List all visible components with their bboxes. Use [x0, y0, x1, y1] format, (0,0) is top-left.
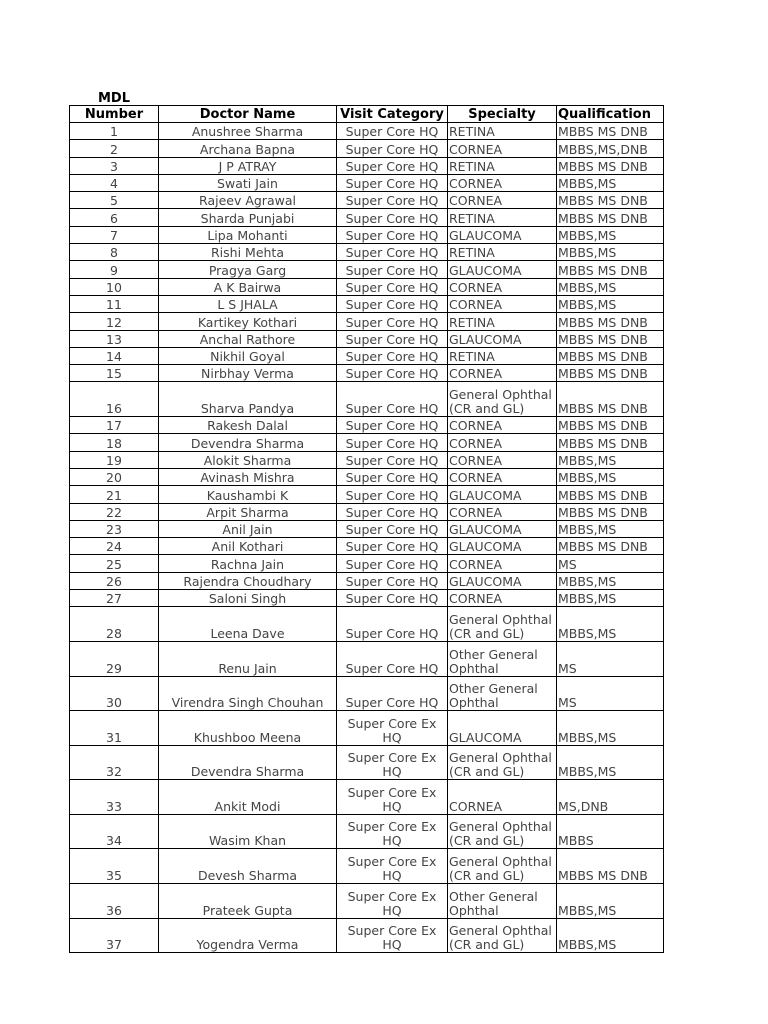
table-row: [70, 192, 664, 209]
cell-mdl-number: 34: [70, 814, 159, 849]
cell-mdl-number: 16: [70, 382, 159, 417]
cell-visit-category: Super Core HQ: [337, 572, 448, 589]
cell-visit-category: Super Core HQ: [337, 676, 448, 711]
header-doctor-name: Doctor Name: [159, 106, 337, 123]
cell-doctor-name: Rishi Mehta: [159, 244, 337, 261]
cell-doctor-name: Leena Dave: [159, 607, 337, 642]
cell-mdl-number: 12: [70, 313, 159, 330]
cell-specialty: CORNEA: [448, 192, 557, 209]
table-row: [70, 347, 664, 364]
cell-mdl-number: 11: [70, 295, 159, 312]
header-qualification: Qualification: [557, 106, 664, 123]
cell-specialty: GLAUCOMA: [448, 226, 557, 243]
cell-mdl-number: 24: [70, 538, 159, 555]
cell-qualification: MBBS,MS: [557, 711, 664, 746]
cell-doctor-name: Sharda Punjabi: [159, 209, 337, 226]
cell-mdl-number: 26: [70, 572, 159, 589]
cell-mdl-number: 30: [70, 676, 159, 711]
cell-qualification: MBBS,MS: [557, 572, 664, 589]
table-row: [70, 365, 664, 382]
cell-mdl-number: 13: [70, 330, 159, 347]
cell-doctor-name: Devesh Sharma: [159, 849, 337, 884]
table-row: [70, 520, 664, 537]
cell-visit-category: Super Core HQ: [337, 313, 448, 330]
cell-doctor-name: Rajeev Agrawal: [159, 192, 337, 209]
cell-mdl-number: 28: [70, 607, 159, 642]
cell-doctor-name: Kaushambi K: [159, 486, 337, 503]
cell-doctor-name: L S JHALA: [159, 295, 337, 312]
table-row: [70, 486, 664, 503]
cell-visit-category: Super Core HQ: [337, 226, 448, 243]
table-body: [70, 123, 664, 953]
cell-specialty: GLAUCOMA: [448, 261, 557, 278]
cell-mdl-number: 19: [70, 451, 159, 468]
cell-specialty: Other General Ophthal: [448, 641, 557, 676]
cell-qualification: MBBS MS DNB: [557, 330, 664, 347]
cell-specialty: GLAUCOMA: [448, 538, 557, 555]
cell-doctor-name: Devendra Sharma: [159, 434, 337, 451]
cell-mdl-number: 29: [70, 641, 159, 676]
table-row: [70, 244, 664, 261]
table-row: [70, 157, 664, 174]
cell-qualification: MS: [557, 555, 664, 572]
header-mdl-number: [70, 91, 159, 123]
cell-specialty: GLAUCOMA: [448, 486, 557, 503]
cell-qualification: MBBS,MS: [557, 520, 664, 537]
cell-specialty: Other General Ophthal: [448, 884, 557, 919]
cell-mdl-number: 23: [70, 520, 159, 537]
cell-doctor-name: Lipa Mohanti: [159, 226, 337, 243]
cell-qualification: MS: [557, 641, 664, 676]
table-row: [70, 814, 664, 849]
table-row: [70, 295, 664, 312]
table-row: [70, 278, 664, 295]
cell-mdl-number: 6: [70, 209, 159, 226]
cell-visit-category: Super Core HQ: [337, 278, 448, 295]
cell-qualification: MBBS MS DNB: [557, 538, 664, 555]
table-row: [70, 313, 664, 330]
cell-qualification: MBBS MS DNB: [557, 434, 664, 451]
cell-specialty: CORNEA: [448, 365, 557, 382]
cell-mdl-number: 32: [70, 745, 159, 780]
table-row: [70, 468, 664, 485]
cell-qualification: MBBS: [557, 814, 664, 849]
cell-mdl-number: 2: [70, 140, 159, 157]
cell-specialty: CORNEA: [448, 174, 557, 191]
cell-doctor-name: Rakesh Dalal: [159, 417, 337, 434]
cell-doctor-name: Pragya Garg: [159, 261, 337, 278]
table-row: [70, 140, 664, 157]
cell-visit-category: Super Core Ex HQ: [337, 849, 448, 884]
cell-doctor-name: Archana Bapna: [159, 140, 337, 157]
cell-mdl-number: 4: [70, 174, 159, 191]
cell-qualification: MS: [557, 676, 664, 711]
table-row: [70, 884, 664, 919]
cell-visit-category: Super Core HQ: [337, 295, 448, 312]
cell-specialty: General Ophthal (CR and GL): [448, 745, 557, 780]
header-mdl-line2: Number: [84, 107, 144, 122]
cell-mdl-number: 5: [70, 192, 159, 209]
cell-doctor-name: Alokit Sharma: [159, 451, 337, 468]
table-row: [70, 209, 664, 226]
cell-specialty: CORNEA: [448, 451, 557, 468]
cell-visit-category: Super Core HQ: [337, 486, 448, 503]
cell-qualification: MBBS MS DNB: [557, 123, 664, 140]
cell-specialty: RETINA: [448, 244, 557, 261]
cell-specialty: GLAUCOMA: [448, 330, 557, 347]
cell-doctor-name: Yogendra Verma: [159, 918, 337, 953]
cell-mdl-number: 25: [70, 555, 159, 572]
cell-visit-category: Super Core HQ: [337, 607, 448, 642]
table-row: [70, 745, 664, 780]
cell-specialty: GLAUCOMA: [448, 520, 557, 537]
cell-specialty: CORNEA: [448, 140, 557, 157]
cell-specialty: General Ophthal (CR and GL): [448, 918, 557, 953]
cell-doctor-name: Rachna Jain: [159, 555, 337, 572]
cell-qualification: MBBS,MS: [557, 278, 664, 295]
cell-doctor-name: Swati Jain: [159, 174, 337, 191]
cell-qualification: MBBS MS DNB: [557, 417, 664, 434]
cell-qualification: MS,DNB: [557, 780, 664, 815]
cell-specialty: RETINA: [448, 157, 557, 174]
cell-qualification: MBBS MS DNB: [557, 261, 664, 278]
cell-visit-category: Super Core HQ: [337, 503, 448, 520]
cell-doctor-name: Anchal Rathore: [159, 330, 337, 347]
cell-qualification: MBBS MS DNB: [557, 382, 664, 417]
cell-doctor-name: Anushree Sharma: [159, 123, 337, 140]
cell-visit-category: Super Core HQ: [337, 347, 448, 364]
cell-mdl-number: 33: [70, 780, 159, 815]
cell-doctor-name: Ankit Modi: [159, 780, 337, 815]
table-row: [70, 918, 664, 953]
cell-visit-category: Super Core HQ: [337, 209, 448, 226]
cell-mdl-number: 21: [70, 486, 159, 503]
cell-visit-category: Super Core HQ: [337, 520, 448, 537]
table-row: [70, 780, 664, 815]
cell-mdl-number: 8: [70, 244, 159, 261]
cell-visit-category: Super Core HQ: [337, 451, 448, 468]
cell-specialty: CORNEA: [448, 278, 557, 295]
cell-qualification: MBBS MS DNB: [557, 503, 664, 520]
cell-mdl-number: 17: [70, 417, 159, 434]
cell-mdl-number: 14: [70, 347, 159, 364]
table-row: [70, 226, 664, 243]
cell-qualification: MBBS MS DNB: [557, 209, 664, 226]
cell-qualification: MBBS,MS: [557, 884, 664, 919]
cell-qualification: MBBS MS DNB: [557, 347, 664, 364]
cell-visit-category: Super Core Ex HQ: [337, 814, 448, 849]
cell-qualification: MBBS,MS: [557, 174, 664, 191]
cell-specialty: RETINA: [448, 123, 557, 140]
cell-visit-category: Super Core HQ: [337, 192, 448, 209]
cell-qualification: MBBS,MS: [557, 918, 664, 953]
cell-specialty: CORNEA: [448, 417, 557, 434]
table-row: [70, 330, 664, 347]
cell-specialty: General Ophthal (CR and GL): [448, 814, 557, 849]
cell-qualification: MBBS MS DNB: [557, 365, 664, 382]
cell-qualification: MBBS MS DNB: [557, 486, 664, 503]
cell-specialty: CORNEA: [448, 780, 557, 815]
cell-mdl-number: 22: [70, 503, 159, 520]
cell-doctor-name: Anil Kothari: [159, 538, 337, 555]
table-row: [70, 641, 664, 676]
cell-doctor-name: Nikhil Goyal: [159, 347, 337, 364]
cell-mdl-number: 7: [70, 226, 159, 243]
cell-qualification: MBBS,MS,DNB: [557, 140, 664, 157]
cell-doctor-name: Avinash Mishra: [159, 468, 337, 485]
cell-visit-category: Super Core HQ: [337, 382, 448, 417]
cell-visit-category: Super Core HQ: [337, 641, 448, 676]
header-visit-category: Visit Category: [337, 106, 448, 123]
cell-visit-category: Super Core Ex HQ: [337, 918, 448, 953]
cell-qualification: MBBS,MS: [557, 295, 664, 312]
cell-qualification: MBBS,MS: [557, 745, 664, 780]
cell-doctor-name: Devendra Sharma: [159, 745, 337, 780]
cell-mdl-number: 3: [70, 157, 159, 174]
cell-qualification: MBBS,MS: [557, 607, 664, 642]
doctor-list-table: [69, 91, 664, 953]
cell-visit-category: Super Core HQ: [337, 555, 448, 572]
cell-visit-category: Super Core Ex HQ: [337, 780, 448, 815]
table-row: [70, 503, 664, 520]
table-row: [70, 123, 664, 140]
cell-qualification: MBBS,MS: [557, 226, 664, 243]
cell-doctor-name: Rajendra Choudhary: [159, 572, 337, 589]
cell-mdl-number: 31: [70, 711, 159, 746]
cell-doctor-name: Sharva Pandya: [159, 382, 337, 417]
cell-specialty: GLAUCOMA: [448, 572, 557, 589]
cell-specialty: RETINA: [448, 313, 557, 330]
cell-mdl-number: 37: [70, 918, 159, 953]
cell-doctor-name: Saloni Singh: [159, 590, 337, 607]
cell-specialty: General Ophthal (CR and GL): [448, 607, 557, 642]
cell-doctor-name: Prateek Gupta: [159, 884, 337, 919]
cell-visit-category: Super Core HQ: [337, 140, 448, 157]
cell-mdl-number: 35: [70, 849, 159, 884]
cell-doctor-name: Arpit Sharma: [159, 503, 337, 520]
cell-mdl-number: 10: [70, 278, 159, 295]
cell-visit-category: Super Core Ex HQ: [337, 884, 448, 919]
cell-visit-category: Super Core HQ: [337, 538, 448, 555]
table-header-row: [70, 106, 664, 123]
table-row: [70, 417, 664, 434]
cell-mdl-number: 18: [70, 434, 159, 451]
cell-qualification: MBBS MS DNB: [557, 313, 664, 330]
table-row: [70, 607, 664, 642]
table-row: [70, 382, 664, 417]
cell-visit-category: Super Core HQ: [337, 417, 448, 434]
cell-specialty: CORNEA: [448, 434, 557, 451]
cell-qualification: MBBS MS DNB: [557, 849, 664, 884]
cell-mdl-number: 20: [70, 468, 159, 485]
cell-doctor-name: A K Bairwa: [159, 278, 337, 295]
cell-mdl-number: 9: [70, 261, 159, 278]
cell-specialty: CORNEA: [448, 590, 557, 607]
cell-visit-category: Super Core HQ: [337, 590, 448, 607]
cell-doctor-name: Kartikey Kothari: [159, 313, 337, 330]
cell-doctor-name: J P ATRAY: [159, 157, 337, 174]
table-row: [70, 434, 664, 451]
cell-specialty: CORNEA: [448, 503, 557, 520]
cell-qualification: MBBS,MS: [557, 451, 664, 468]
cell-doctor-name: Virendra Singh Chouhan: [159, 676, 337, 711]
table-row: [70, 711, 664, 746]
cell-mdl-number: 15: [70, 365, 159, 382]
table-row: [70, 572, 664, 589]
cell-specialty: General Ophthal (CR and GL): [448, 849, 557, 884]
table-row: [70, 590, 664, 607]
table-row: [70, 174, 664, 191]
cell-qualification: MBBS MS DNB: [557, 157, 664, 174]
cell-specialty: CORNEA: [448, 468, 557, 485]
cell-visit-category: Super Core HQ: [337, 330, 448, 347]
cell-qualification: MBBS,MS: [557, 244, 664, 261]
cell-specialty: CORNEA: [448, 555, 557, 572]
cell-doctor-name: Renu Jain: [159, 641, 337, 676]
cell-visit-category: Super Core HQ: [337, 174, 448, 191]
cell-visit-category: Super Core HQ: [337, 365, 448, 382]
cell-specialty: CORNEA: [448, 295, 557, 312]
cell-mdl-number: 36: [70, 884, 159, 919]
table-row: [70, 849, 664, 884]
cell-visit-category: Super Core HQ: [337, 261, 448, 278]
table-row: [70, 676, 664, 711]
header-mdl-line1: MDL: [97, 91, 130, 106]
table-row: [70, 538, 664, 555]
cell-visit-category: Super Core HQ: [337, 157, 448, 174]
cell-doctor-name: Wasim Khan: [159, 814, 337, 849]
cell-mdl-number: 1: [70, 123, 159, 140]
cell-specialty: General Ophthal (CR and GL): [448, 382, 557, 417]
cell-visit-category: Super Core Ex HQ: [337, 711, 448, 746]
cell-specialty: RETINA: [448, 347, 557, 364]
cell-qualification: MBBS MS DNB: [557, 192, 664, 209]
table-row: [70, 261, 664, 278]
cell-mdl-number: 27: [70, 590, 159, 607]
header-specialty: Specialty: [448, 106, 557, 123]
cell-visit-category: Super Core HQ: [337, 244, 448, 261]
cell-doctor-name: Khushboo Meena: [159, 711, 337, 746]
cell-doctor-name: Anil Jain: [159, 520, 337, 537]
cell-qualification: MBBS,MS: [557, 468, 664, 485]
cell-specialty: Other General Ophthal: [448, 676, 557, 711]
cell-specialty: GLAUCOMA: [448, 711, 557, 746]
table-row: [70, 451, 664, 468]
cell-visit-category: Super Core HQ: [337, 434, 448, 451]
cell-visit-category: Super Core HQ: [337, 123, 448, 140]
cell-visit-category: Super Core Ex HQ: [337, 745, 448, 780]
cell-visit-category: Super Core HQ: [337, 468, 448, 485]
cell-doctor-name: Nirbhay Verma: [159, 365, 337, 382]
table-row: [70, 555, 664, 572]
cell-specialty: RETINA: [448, 209, 557, 226]
cell-qualification: MBBS,MS: [557, 590, 664, 607]
